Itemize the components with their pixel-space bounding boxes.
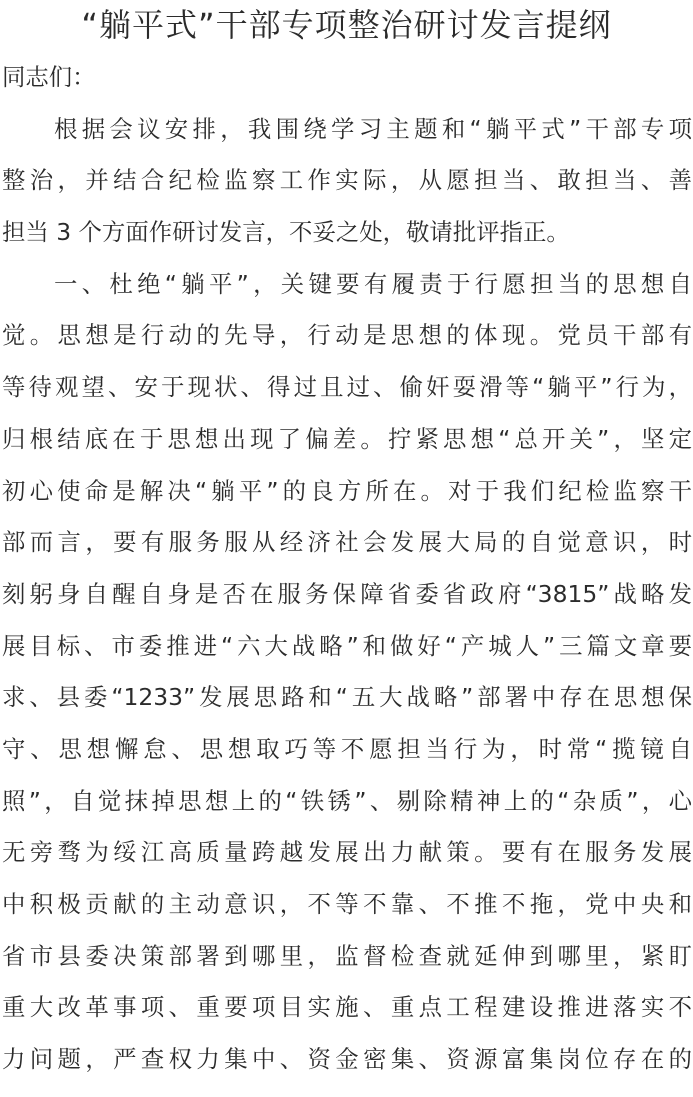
- text-line: 省市县委决策部署到哪里，监督检查就延伸到哪里，紧盯: [2, 941, 692, 970]
- text-line: 觉。思想是行动的先导，行动是思想的体现。党员干部有: [2, 321, 692, 350]
- text-line: 展目标、市委推进“六大战略”和做好“产城人”三篇文章要: [2, 631, 692, 660]
- text-line: 守、思想懈怠、思想取巧等不愿担当行为，时常“揽镜自: [2, 734, 692, 763]
- text-line: 初心使命是解决“躺平”的良方所在。对于我们纪检监察干: [2, 476, 692, 505]
- text-line: 整治，并结合纪检监察工作实际，从愿担当、敢担当、善: [2, 166, 692, 195]
- document-title: “躺平式”干部专项整治研讨发言提纲: [81, 6, 612, 44]
- text-line: 一、杜绝“躺平”，关键要有履责于行愿担当的思想自: [54, 269, 692, 298]
- text-line: 担当 3 个方面作研讨发言，不妥之处，敬请批评指正。: [2, 218, 570, 247]
- text-line: 归根结底在于思想出现了偏差。拧紧思想“总开关”，坚定: [2, 424, 692, 453]
- text-line: 中积极贡献的主动意识，不等不靠、不推不拖，党中央和: [2, 890, 692, 918]
- text-line: 求、县委“1233”发展思路和“五大战略”部署中存在思想保: [2, 683, 692, 712]
- text-line: 部而言，要有服务服从经济社会发展大局的自觉意识，时: [2, 528, 692, 557]
- text-line: 力问题，严查权力集中、资金密集、资源富集岗位存在的: [2, 1045, 692, 1074]
- text-line: 重大改革事项、重要项目实施、重点工程建设推进落实不: [2, 993, 692, 1022]
- text-line: 等待观望、安于现状、得过且过、偷奸耍滑等“躺平”行为，: [2, 373, 692, 402]
- text-line: 刻躬身自醒自身是否在服务保障省委省政府“3815”战略发: [2, 579, 692, 608]
- text-line: 根据会议安排，我围绕学习主题和“躺平式”干部专项: [54, 114, 692, 143]
- text-line: 同志们：: [2, 63, 96, 91]
- text-line: 照”，自觉抹掉思想上的“铁锈”、剔除精神上的“杂质”，心: [2, 786, 692, 815]
- text-line: 无旁骛为绥江高质量跨越发展出力献策。要有在服务发展: [2, 838, 692, 867]
- document-body: [2, 52, 692, 1086]
